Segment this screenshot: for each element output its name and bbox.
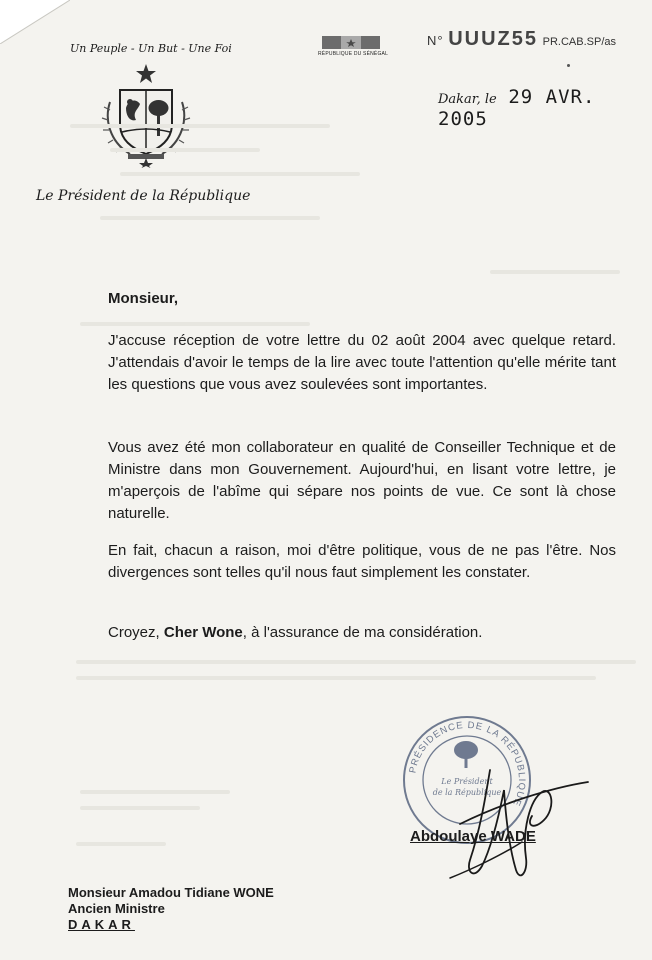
recipient-name: Monsieur Amadou Tidiane WONE [68,885,274,900]
reference-number [427,28,616,51]
sender-title: Le Président de la République [36,188,251,204]
reference-digits: UUUZ55 [448,28,539,50]
paragraph-2: Vous avez été mon collaborateur en qualité de Conseiller Technique et de Ministre dans mon Gouvernement. Aujourd'hui, en lisant votre lettre, je m'aperçois de l'abîme qui sépare nos points de vue. Ce sont là chose naturelle. [108,439,616,522]
closing-suffix: , à l'assurance de ma considération. [242,624,483,641]
stamp-ring-text: PRÉSIDENCE DE LA RÉPUBLIQUE [407,719,528,809]
senegal-flag-icon [322,36,380,49]
flag-caption: RÉPUBLIQUE DU SÉNÉGAL [318,51,389,57]
letter-date: 29 AVR. 2005 [438,86,596,130]
reference-suffix: PR.CAB.SP/as [542,36,616,48]
dateline [438,86,652,130]
handwritten-signature [430,760,590,890]
national-motto: Un Peuple - Un But - Une Foi [70,42,232,55]
paragraph-3: En fait, chacun a raison, moi d'être politique, vous de ne pas l'être. Nos divergences sont telles qu'il nous faut simplement les constater. [108,542,616,581]
paragraph-1: J'accuse réception de votre lettre du 02 août 2004 avec quelque retard. J'attendais d'avoir le temps de la lire avec toute l'attention qu'elle mérite tant les questions que vous avez soulevées sont importantes. [108,332,616,393]
salutation: Monsieur, [108,290,179,307]
coat-of-arms-icon [96,62,196,168]
recipient-role: Ancien Ministre [68,901,165,916]
stamp-center-line-2: de la République [432,788,502,797]
ink-dot [567,64,570,67]
stamp-center-line-1: Le Président [441,777,493,786]
signatory-name: Abdoulaye WADE [410,828,536,845]
date-place: Dakar, le [438,92,497,107]
closing-name: Cher Wone [163,624,243,641]
page-corner-fold [0,0,70,44]
closing-prefix: Croyez, [108,624,164,641]
closing-paragraph [108,622,616,644]
reference-prefix: N° [427,33,444,48]
recipient-block [68,885,274,933]
recipient-city: DAKAR [68,917,135,932]
